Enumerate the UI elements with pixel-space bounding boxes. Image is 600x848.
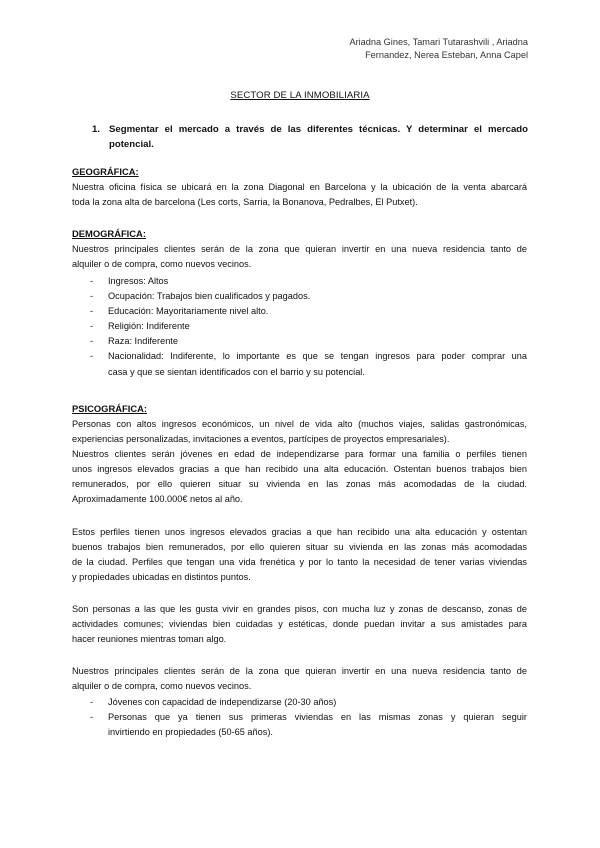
paragraph-line: Son personas a las que les gusta vivir en grandes pisos, con mucha luz y zonas de descanso, zonas de — [72, 604, 527, 614]
list-item — [72, 274, 527, 289]
list-item-text: casa y que se sientan identificados con el barrio y su potencial. — [108, 366, 365, 377]
section-heading-demografica: DEMOGRÁFICA: — [72, 228, 146, 239]
paragraph-line: Nuestros principales clientes serán de la zona que quieran invertir en una nueva residencia tanto de — [72, 666, 527, 676]
list-item-text: Ingresos: Altos — [108, 276, 169, 286]
paragraph-line: Nuestros principales clientes serán de la zona que quieran invertir en una nueva residencia tanto de — [72, 244, 527, 254]
section-heading-geografica: GEOGRÁFICA: — [72, 166, 139, 177]
bullet-dash: - — [90, 291, 94, 302]
paragraph-line: unos ingresos elevados gracias a que han recibido una alta educación. Ostentan buenos trabajos bien — [72, 464, 527, 474]
objective-item — [92, 122, 528, 152]
paragraph-line: remunerados, por ello quieren situar su vivienda en las zonas más acomodadas de la ciudad. — [72, 479, 527, 489]
list-item-text: Jóvenes con capacidad de independizarse (20-30 años) — [108, 697, 337, 707]
paragraph-line: alquiler o de compra, como nuevos vecinos. — [72, 681, 252, 691]
authors-line: Fernandez, Nerea Esteban, Anna Capel — [365, 49, 528, 60]
paragraph-line: hacer reuniones mientras toman algo. — [72, 634, 227, 644]
list-item — [72, 334, 527, 349]
bullet-dash: - — [90, 336, 94, 347]
list-item — [72, 710, 527, 740]
psicografica-bullet-list — [72, 695, 527, 740]
paragraph-line: de la ciudad. Perfiles que tengan una vida frenética y por lo tanto la necesidad de tener varias viviendas — [72, 557, 527, 567]
authors-header — [349, 36, 528, 61]
list-item — [72, 319, 527, 334]
list-item — [72, 349, 527, 379]
list-item-text: Religión: Indiferente — [108, 321, 190, 332]
paragraph-psicografica-2 — [72, 525, 527, 585]
paragraph-line: Nuestra oficina física se ubicará en la zona Diagonal en Barcelona y la ubicación de la venta abarcará — [72, 182, 527, 192]
paragraph-line: alquiler o de compra, como nuevos vecinos. — [72, 259, 252, 269]
authors-line: Ariadna Gines, Tamari Tutarashvili , Ariadna — [349, 37, 528, 47]
list-item — [72, 289, 527, 304]
paragraph-geografica — [72, 180, 527, 210]
list-item-text: invirtiendo en propiedades (50-65 años). — [108, 727, 273, 738]
list-item-text: Educación: Mayoritariamente nivel alto. — [108, 306, 269, 317]
bullet-dash: - — [90, 697, 94, 707]
bullet-dash: - — [90, 276, 94, 286]
list-item-text: Nacionalidad: Indiferente, lo importante es que se tengan ingresos para poder comprar una — [108, 351, 527, 362]
objective-line: Segmentar el mercado a través de las diferentes técnicas. Y determinar el mercado — [109, 124, 528, 135]
paragraph-psicografica-3 — [72, 602, 527, 647]
bullet-dash: - — [90, 712, 94, 723]
bullet-dash: - — [90, 306, 94, 317]
paragraph-line: y propiedades ubicadas en distintos puntos. — [72, 572, 251, 582]
paragraph-line: buenos trabajos bien remunerados, por ello quieren situar su vivienda en las zonas más acomodadas — [72, 542, 527, 552]
list-item-text: Personas que ya tienen sus primeras viviendas en las mismas zonas y quieran seguir — [108, 712, 527, 723]
demografica-bullet-list — [72, 274, 527, 380]
paragraph-line: toda la zona alta de barcelona (Les corts, Sarria, la Bonanova, Pedralbes, El Putxet). — [72, 197, 418, 207]
paragraph-psicografica-4 — [72, 664, 527, 694]
list-item-text: Raza: Indiferente — [108, 336, 178, 347]
paragraph-line: Personas con altos ingresos económicos, un nivel de vida alto (muchos viajes, salidas gastronómicas, — [72, 419, 527, 429]
document-title: SECTOR DE LA INMOBILIARIA — [230, 90, 370, 101]
bullet-dash: - — [90, 351, 94, 362]
paragraph-line: actividades comunes; viviendas bien cuidadas y estéticas, donde puedan invitar a sus amistades para — [72, 619, 527, 629]
paragraph-line: Aproximadamente 100.000€ netos al año. — [72, 494, 243, 504]
bullet-dash: - — [90, 321, 94, 332]
paragraph-demografica — [72, 242, 527, 272]
paragraph-line: experiencias personalizadas, invitaciones a eventos, partícipes de proyectos empresariales). — [72, 434, 450, 444]
paragraph-psicografica-1 — [72, 417, 527, 507]
list-item — [72, 695, 527, 710]
objective-line: potencial. — [109, 139, 154, 150]
paragraph-line: Estos perfiles tienen unos ingresos elevados gracias a que han recibido una alta educación y ostentan — [72, 527, 527, 537]
list-item — [72, 304, 527, 319]
objective-number: 1. — [92, 124, 101, 135]
section-heading-psicografica: PSICOGRÁFICA: — [72, 403, 147, 414]
paragraph-line: Nuestros clientes serán jóvenes en edad de independizarse para formar una familia o perfiles tienen — [72, 449, 527, 459]
list-item-text: Ocupación: Trabajos bien cualificados y pagados. — [108, 291, 311, 302]
